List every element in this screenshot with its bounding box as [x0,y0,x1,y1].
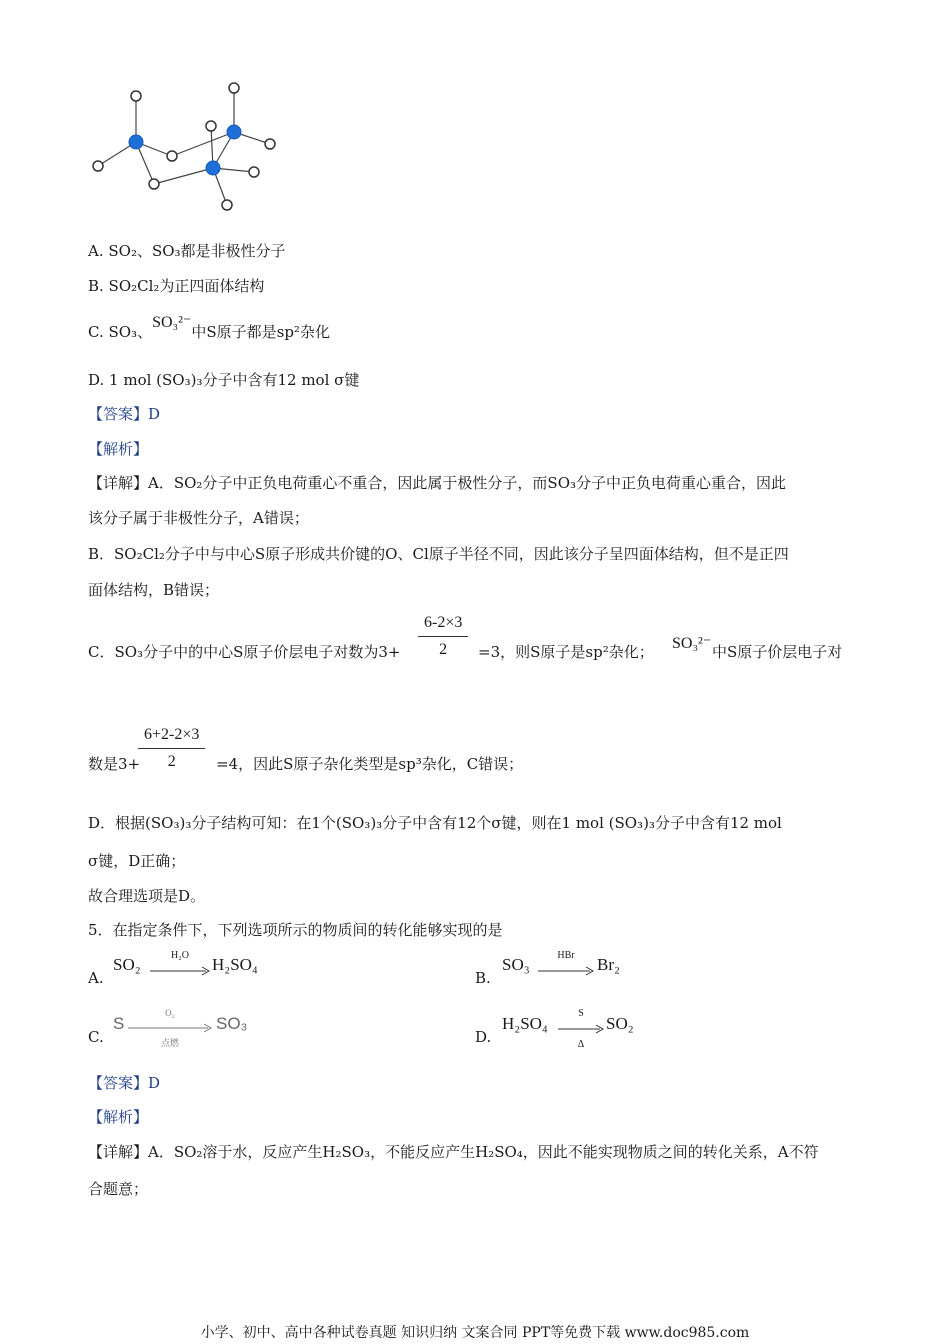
analysis-label-q5: 【解析】 [88,1108,149,1126]
option-d: D. 1 mol (SO₃)₃分子中含有12 mol σ键 [88,371,360,389]
page-footer: 小学、初中、高中各种试卷真题 知识归纳 文案合同 PPT等免费下载 www.doc985.com [200,1325,750,1341]
q5-option-b-condition: HBr [557,950,575,961]
q5-option-c-condition-top: O₂ [165,1008,175,1018]
q5-option-a-label: A. [88,969,104,987]
fraction-c2-denominator: 2 [167,753,176,770]
fraction-c2-numerator: 6+2-2×3 [138,726,205,749]
explain-d-line1: D．根据(SO₃)₃分子结构可知：在1个(SO₃)₃分子中含有12个σ键，则在1 mol (SO₃)₃分子中含有12 mol [88,814,782,832]
reaction-arrow-icon [128,1023,212,1033]
explain-c-line1-c: 中S原子价层电子对 [712,643,843,661]
explain-d-line2: σ键，D正确； [88,852,186,870]
q5-option-b-arrow [538,950,594,974]
explain-c-line1-b: =3，则S原子是sp²杂化； [478,643,654,661]
option-c-prefix: C. SO₃、 [88,323,153,341]
option-c [88,314,330,343]
q5-option-d-reactant: H₂SO₄ [502,1014,548,1033]
q5-option-c-reactant: S [113,1014,125,1033]
option-b: B. SO₂Cl₂为正四面体结构 [88,277,265,295]
reaction-arrow-icon [538,966,594,976]
explain-b-line1: B．SO₂Cl₂分子中与中心S原子形成共价键的O、Cl原子半径不同，因此该分子呈四面体结构，但不是正四 [88,545,789,563]
option-a: A. SO₂、SO₃都是非极性分子 [88,242,286,260]
answer-q4: 【答案】D [88,405,161,423]
fraction-c2 [138,726,205,771]
q5-option-b-product: Br₂ [597,955,620,974]
q5-option-b-label: B. [475,969,491,987]
q5-option-c-label: C. [88,1028,104,1046]
conclusion-q4: 故合理选项是D。 [88,887,206,905]
explain-a-line1: 【详解】A．SO₂分子中正负电荷重心不重合，因此属于极性分子，而SO₃分子中正负电荷重心重合，因此 [88,474,787,492]
q5-option-a-reactant: SO₂ [113,955,141,974]
fraction-c1-numerator: 6-2×3 [418,614,468,637]
fraction-c1 [418,614,468,659]
analysis-label-q4: 【解析】 [88,440,149,458]
fraction-c1-denominator: 2 [439,641,448,658]
reaction-arrow-icon [150,966,210,976]
explain-b-line2: 面体结构，B错误； [88,581,220,599]
sulfite-ion-label: SO₃²⁻ [152,314,192,331]
q5-option-a-product: H₂SO₄ [212,955,258,974]
explain-a-line2: 该分子属于非极性分子，A错误； [88,509,309,527]
q5-option-a-arrow [150,950,210,974]
sulfite-ion-label-2: SO₃²⁻ [672,635,712,652]
q5-option-d-label: D. [475,1028,492,1046]
q5-option-d-condition-top: S [578,1008,584,1019]
q5-option-c-arrow [128,1008,212,1048]
explain-c-line1-a: C．SO₃分子中的中心S原子价层电子对数为3+ [88,643,401,661]
option-c-suffix: 中S原子都是sp²杂化 [191,323,330,341]
q5-option-c-product: SO₃ [216,1014,248,1033]
molecule-structure-image [88,76,288,216]
explain-c-line2-b: =4，因此S原子杂化类型是sp³杂化，C错误； [216,755,524,773]
answer-q5: 【答案】D [88,1074,161,1092]
question-5-stem: 5．在指定条件下，下列选项所示的物质间的转化能够实现的是 [88,921,503,939]
explain-q5-a-line1: 【详解】A．SO₂溶于水，反应产生H₂SO₃，不能反应产生H₂SO₄，因此不能实现物质之间的转化关系，A不符 [88,1143,819,1161]
q5-option-c-condition-bottom: 点燃 [160,1038,179,1048]
q5-option-b-reactant: SO₃ [502,955,530,974]
explain-c-line2-a: 数是3+ [88,755,141,773]
q5-option-d-arrow [558,1008,604,1050]
explain-q5-a-line2: 合题意； [88,1180,149,1198]
q5-option-d-product: SO₂ [606,1014,634,1033]
q5-option-d-condition-bottom: Δ [577,1039,585,1050]
reaction-arrow-icon [558,1024,604,1034]
q5-option-a-condition: H₂O [171,950,189,961]
